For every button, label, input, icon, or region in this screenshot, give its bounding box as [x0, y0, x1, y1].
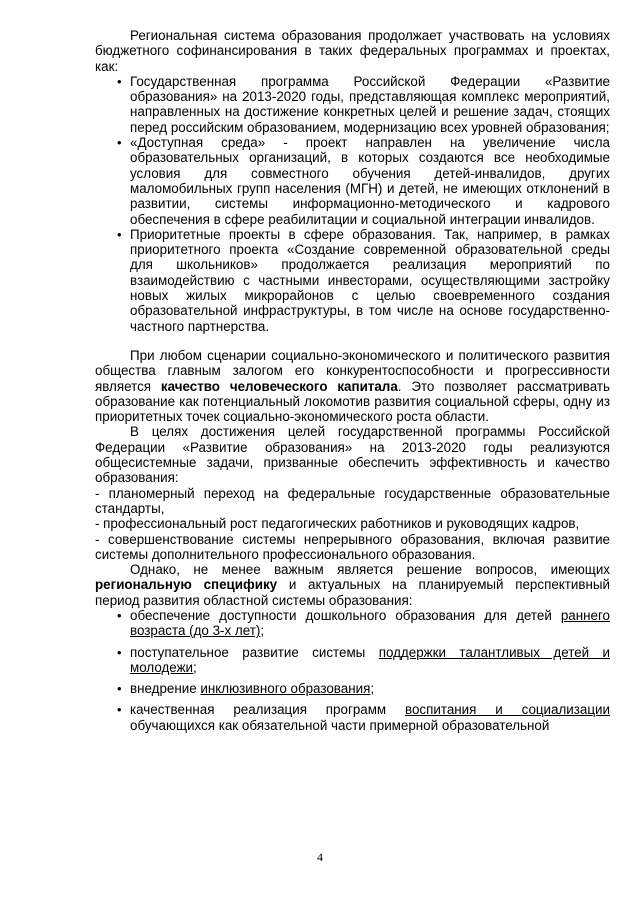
intro-paragraph: Региональная система образования продолжает участвовать на условиях бюджетного софинансирования в таких федеральных программах и проектах, как:	[95, 28, 610, 74]
bullet-icon: •	[117, 226, 122, 242]
bullet-icon: •	[117, 73, 122, 89]
page-number: 4	[317, 850, 323, 864]
emphasis-text: качество человеческого капитала	[160, 378, 398, 394]
regional-priorities-list	[95, 608, 610, 733]
regional-paragraph: Однако, не менее важным является решение вопросов, имеющих региональную специфику и актуальных на планируемый перспективный период развития областной системы образования:	[95, 562, 611, 608]
task-line: - планомерный переход на федеральные государственные образовательные стандарты,	[95, 485, 610, 516]
list-item: • обеспечение доступности дошкольного образования для детей раннего возраста (до 3-х лет);	[117, 607, 610, 639]
list-item: • Приоритетные проекты в сфере образования. Так, например, в рамках приоритетного проекта «Создание современной образовательной среды для школьников» продолжается реализация мероприятий по взаимодействию с частными инвесторами, осуществляющими застройку новых жилых микрорайонов с целью своевременного создания образовательной инфраструктуры, в том числе на основе государственно-частного партнерства.	[117, 226, 610, 334]
emphasis-text: региональную специфику	[95, 577, 278, 593]
list-item: • Государственная программа Российской Федерации «Развитие образования» на 2013-2020 годы, представляющая комплекс мероприятий, направленных на достижение конкретных целей и решение задач, стоящих перед российским образованием, модернизацию всех уровней образования;	[117, 73, 610, 135]
list-item: • поступательное развитие системы поддержки талантливых детей и молодежи;	[117, 644, 610, 675]
task-line: - профессиональный рост педагогических работников и руководящих кадров,	[95, 516, 580, 532]
bullet-icon: •	[117, 135, 122, 151]
bullet-icon: •	[117, 644, 122, 660]
bullet-icon: •	[117, 607, 122, 623]
list-item: • внедрение инклюзивного образования;	[117, 681, 375, 697]
task-line: - совершенствование системы непрерывного образования, включая развитие системы дополнительного профессионального образования.	[95, 531, 610, 562]
bullet-icon: •	[117, 681, 122, 697]
federal-programs-list	[95, 74, 610, 334]
bullet-icon: •	[117, 702, 122, 718]
scenario-paragraph: При любом сценарии социально-экономического и политического развития общества главным залогом его конкурентоспособности и прогрессивности является качество человеческого капитала. Это позволяет рассматривать образование как потенциальный локомотив развития социальной сферы, одну из приоритетных точек социально-экономического роста области.	[95, 347, 610, 425]
list-item: • «Доступная среда» - проект направлен на увеличение числа образовательных организаций, в которых создаются все необходимые условия для совместного обучения детей-инвалидов, других маломобильных групп населения (МГН) и детей, не имеющих отклонений в развитии, системы информационно-методического и кадрового обеспечения в сфере реабилитации и социальной интеграции инвалидов.	[117, 135, 610, 227]
goals-paragraph: В целях достижения целей государственной программы Российской Федерации «Развитие образования» на 2013-2020 годы реализуются общесистемные задачи, призванные обеспечить эффективность и качество образования:	[95, 424, 610, 486]
list-item: • качественная реализация программ воспитания и социализации обучающихся как обязательной части примерной образовательной	[117, 702, 610, 733]
page-content	[95, 28, 610, 739]
